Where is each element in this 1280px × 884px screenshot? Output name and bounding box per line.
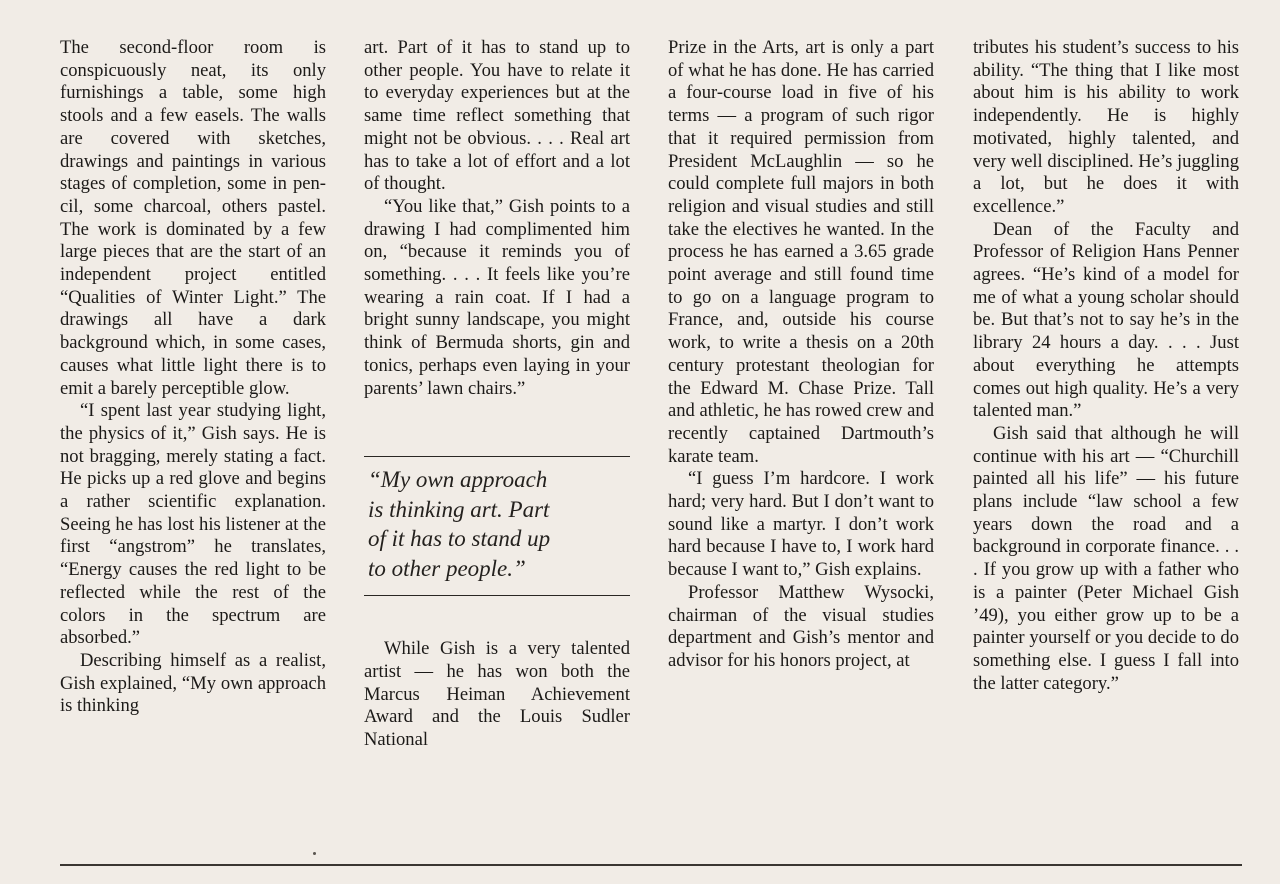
pull-quote-line: is thinking art. Part bbox=[368, 496, 550, 522]
article-column-2 bbox=[364, 37, 630, 752]
paragraph: Gish said that although he will continue with his art — “Churchill painted all his life” — his future plans include “law school a few years down the road and a background in corporate finance. . . . If you grow up with a father who is a painter (Peter Michael Gish ’49), you either grow up to be a painter yourself or you decide to do something else. I guess I fall into the latter category.” bbox=[973, 422, 1239, 694]
pull-quote-line: to other people.” bbox=[368, 555, 526, 581]
bottom-rule bbox=[60, 864, 1242, 866]
article-column-1 bbox=[60, 37, 326, 718]
pull-quote-line: “My own approach bbox=[368, 467, 548, 493]
paragraph: The second-floor room is conspicuously neat, its only furnishings a table, some high stools and a few easels. The walls are covered with sketches, drawings and paintings in various stages of completion, some in pencil, some charcoal, others pastel. The work is dominated by a few large pieces that are the start of an independent project entitled “Qualities of Winter Light.” The drawings all have a dark background which, in some cases, causes what little light there is to emit a barely perceptible glow. bbox=[60, 37, 326, 399]
paragraph: Professor Matthew Wysocki, chairman of the visual studies department and Gish’s mentor and advisor for his honors project, at bbox=[668, 581, 934, 671]
paragraph: “I spent last year studying light, the physics of it,” Gish says. He is not bragging, merely stating a fact. He picks up a red glove and begins a rather scientific explanation. Seeing he has lost his listener at the first “angstrom” he translates, “Energy causes the red light to be reflected while the rest of the colors in the spectrum are absorbed.” bbox=[60, 400, 326, 649]
paragraph: Dean of the Faculty and Professor of Religion Hans Penner agrees. “He’s kind of a model for me of what a young scholar should be. But that’s not to say he’s in the library 24 hours a day. . . . Just about everything he attempts comes out high quality. He’s a very talented man.” bbox=[973, 218, 1239, 422]
paragraph: “I guess I’m hardcore. I work hard; very hard. But I don’t want to sound like a martyr. I don’t work hard because I have to, I work hard because I want to,” Gish explains. bbox=[668, 468, 934, 581]
pull-quote-line: of it has to stand up bbox=[368, 526, 551, 552]
article-column-4 bbox=[973, 37, 1239, 695]
paragraph: Prize in the Arts, art is only a part of what he has done. He has carried a four-course load in five of his terms — a program of such rigor that it required permission from President McLaughlin — so he could complete full majors in both religion and visual studies and still take the electives he wanted. In the process he has earned a 3.65 grade point average and still found time to go on a language program to France, and, outside his course work, to write a thesis on a 20th century protestant theologian for the Edward M. Chase Prize. Tall and athletic, he has rowed crew and recently captained Dartmouth’s karate team. bbox=[668, 37, 934, 467]
article-column-3 bbox=[668, 37, 934, 673]
paragraph: art. Part of it has to stand up to other people. You have to relate it to everyday experiences but at the same time reflect something that might not be obvious. . . . Real art has to take a lot of effort and a lot of thought. bbox=[364, 37, 630, 195]
paragraph: Describing himself as a realist, Gish explained, “My own approach is thinking bbox=[60, 649, 326, 717]
paragraph: tributes his student’s success to his ability. “The thing that I like most about him is his ability to work independently. He is highly motivated, highly talented, and very well disciplined. He’s juggling a lot, but he does it with excellence.” bbox=[973, 37, 1239, 217]
print-speck bbox=[313, 852, 316, 855]
pull-quote bbox=[364, 456, 630, 596]
paragraph: “You like that,” Gish points to a drawing I had complimented him on, “because it reminds you of something. . . . It feels like you’re wearing a rain coat. If I had a bright sunny landscape, you might think of Bermuda shorts, gin and tonics, perhaps even laying in your parents’ lawn chairs.” bbox=[364, 195, 630, 399]
paragraph: While Gish is a very talented artist — he has won both the Marcus Heiman Achievement Award and the Louis Sudler National bbox=[364, 638, 630, 751]
